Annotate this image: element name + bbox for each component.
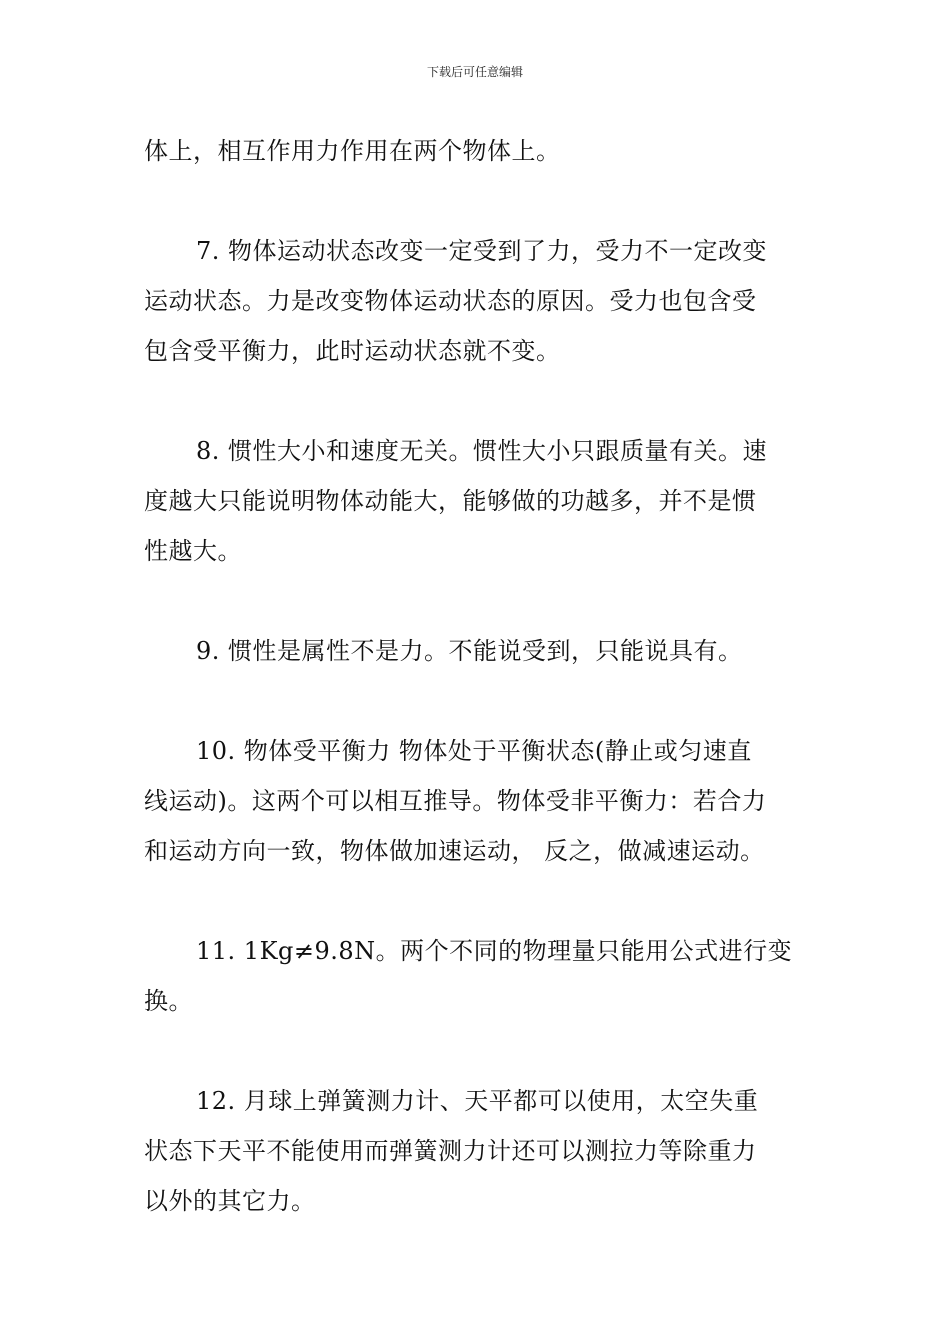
- paragraph-gap: [144, 1026, 808, 1076]
- paragraph-item-11: [144, 926, 808, 1026]
- paragraph-continuation: [144, 126, 808, 176]
- paragraph-line: 线运动)。这两个可以相互推导。物体受非平衡力：若合力: [144, 787, 767, 815]
- paragraph-line: 性越大。: [144, 537, 242, 565]
- paragraph-gap: [144, 576, 808, 626]
- paragraph-gap: [144, 176, 808, 226]
- paragraph-gap: [144, 876, 808, 926]
- paragraph-line: 换。: [144, 987, 193, 1015]
- paragraph-line: 以外的其它力。: [144, 1187, 316, 1215]
- paragraph-gap: [144, 376, 808, 426]
- paragraph-line: 和运动方向一致，物体做加速运动， 反之，做减速运动。: [144, 837, 765, 865]
- paragraph-item-7: [144, 226, 808, 376]
- paragraph-line: 10. 物体受平衡力 物体处于平衡状态(静止或匀速直: [196, 737, 752, 765]
- paragraph-item-8: [144, 426, 808, 576]
- document-body: [144, 126, 808, 1226]
- paragraph-gap: [144, 676, 808, 726]
- paragraph-line: 状态下天平不能使用而弹簧测力计还可以测拉力等除重力: [144, 1137, 757, 1165]
- paragraph-line: 运动状态。力是改变物体运动状态的原因。受力也包含受: [144, 287, 757, 315]
- paragraph-line: 7. 物体运动状态改变一定受到了力，受力不一定改变: [196, 237, 768, 265]
- paragraph-item-9: [144, 626, 808, 676]
- paragraph-line: 度越大只能说明物体动能大，能够做的功越多，并不是惯: [144, 487, 757, 515]
- paragraph-item-12: [144, 1076, 808, 1226]
- paragraph-line: 11. 1Kg≠9.8N。两个不同的物理量只能用公式进行变: [196, 937, 793, 965]
- paragraph-line: 包含受平衡力，此时运动状态就不变。: [144, 337, 561, 365]
- page-header: 下载后可任意编辑: [426, 65, 523, 79]
- paragraph-line: 9. 惯性是属性不是力。不能说受到，只能说具有。: [196, 637, 743, 665]
- paragraph-line: 12. 月球上弹簧测力计、天平都可以使用，太空失重: [196, 1087, 759, 1115]
- paragraph-item-10: [144, 726, 808, 876]
- paragraph-line: 8. 惯性大小和速度无关。惯性大小只跟质量有关。速: [196, 437, 768, 465]
- paragraph-line: 体上，相互作用力作用在两个物体上。: [144, 137, 561, 165]
